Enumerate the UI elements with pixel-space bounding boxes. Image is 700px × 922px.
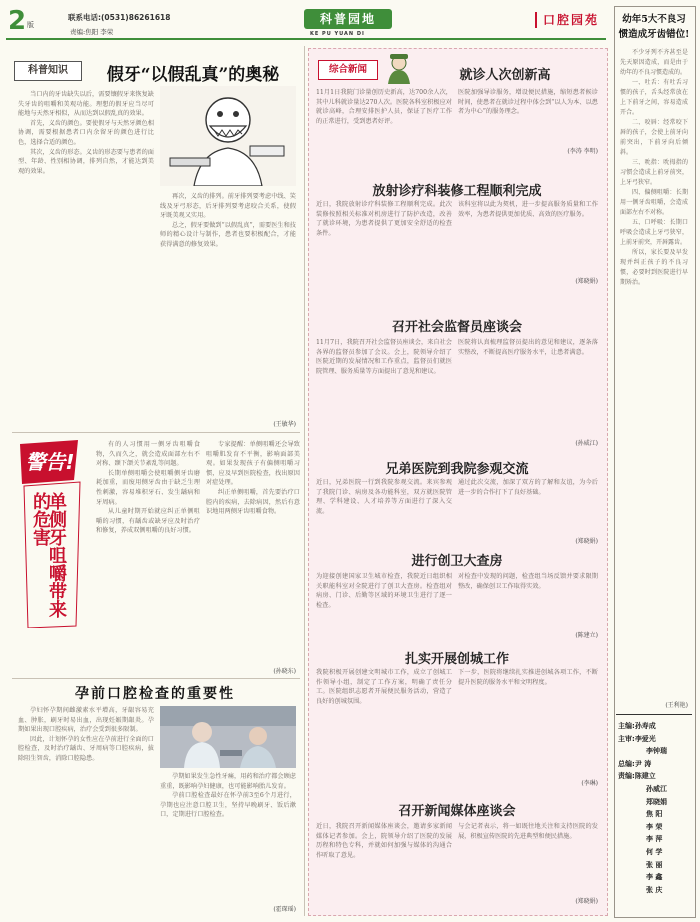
article-body-jiaya-1: 当口内的牙齿缺失以后，需要镶假牙来恢复缺失牙齿的咀嚼和美观功能。理想的假牙应当尽可能地与天然牙相似，从而达到以假乱真的效果。 首先，义齿的颜色。要使假牙与天然牙颜色相协调，需要根据患者口内余留牙的颜色进行比色，选择合适的颜色。 其次，义齿的形态。义齿的形态要与患者的面型、年龄、性别相协调，排列自然，才能达到美观的效果。 — [18, 91, 154, 175]
article-body-yunqian-2: 孕期如果发生急性牙痛，用药和治疗都会顾虑重重，既影响孕妇健康，也可能影响胎儿发育。 孕前口腔检查最好在怀孕前3至6个月进行，孕期也应注意口腔卫生，坚持早晚刷牙、饭后漱口，定期进行口腔检查。 — [160, 773, 296, 819]
credit-row: 李 萍 — [646, 835, 663, 844]
news-body-4a: 近日，兄弟医院一行到我院参观交流。来宾参观了我院门诊、病房及各功能科室，双方就医院管理、学科建设、人才培养等方面进行了深入交流。 — [316, 479, 452, 515]
divider-2 — [12, 678, 300, 679]
news-body-6b: 下一步，医院将继续扎实推进创城各项工作，不断提升医院的服务水平和文明程度。 — [458, 669, 598, 686]
news-body-2b: 该科室将以此为契机，进一步提高服务质量和工作效率，为患者提供更加优质、高效的医疗服务。 — [458, 201, 598, 218]
news-title-7: 召开新闻媒体座谈会 — [398, 804, 516, 819]
news-author-4: (郑晓娟) — [575, 538, 598, 545]
column-rule-left — [304, 46, 305, 916]
credit-row: 孙威江 — [646, 784, 667, 793]
page-suffix: 版 — [27, 21, 34, 29]
phone-text: 联系电话:(0531)86261618 — [68, 13, 171, 22]
author-danche: (孙晓东) — [273, 668, 296, 675]
dentist-cartoon — [160, 86, 296, 186]
section-title: 科普园地 — [319, 12, 376, 26]
credit-row: 李钟瑞 — [646, 747, 667, 756]
masthead-text: 口腔园苑 — [543, 13, 600, 27]
credit-row: 主审:李爱光 — [618, 734, 656, 743]
warning-text: 警告! — [25, 450, 75, 474]
label-zonghe: 综合新闻 — [318, 60, 378, 80]
news-author-6: (李琳) — [581, 780, 598, 787]
article-body-danche-1: 有的人习惯用一侧牙齿咀嚼食物，久而久之，就会造成面部左右不对称、颞下颌关节紊乱等问题。 长期单侧咀嚼会使咀嚼侧牙齿磨耗加重，而废用侧牙齿由于缺乏生理性刺激，容易堆积牙石、发生龋病和牙周病。 从儿童时期开始就应纠正单侧咀嚼的习惯，有龋齿或缺牙应及时治疗和修复，养成双侧咀嚼的良好习惯。 — [96, 441, 200, 535]
label-kepu: 科普知识 — [14, 61, 82, 81]
dentist-photo — [160, 706, 296, 768]
news-body-3a: 11月7日，我院召开社会监督员座谈会，来自社会各界的监督员参加了会议。会上，院领导介绍了医院近期的发展情况和工作重点，监督员们就医院管理、服务质量等方面提出了意见和建议。 — [316, 339, 452, 375]
credits-divider — [616, 714, 692, 715]
article-title-jiaya: 假牙“以假乱真”的奥秘 — [106, 65, 280, 85]
article-body-yunqian-1: 孕妇怀孕期间雌激素水平增高，牙龈容易充血、肿胀，刷牙时易出血，出现妊娠期龈炎。孕期如果出现口腔疾病，治疗会受到很多限制。 因此，计划怀孕的女性应在孕前进行全面的口腔检查，及时治疗龋齿、牙周病等口腔疾病，拔除阻生智齿，消除口腔隐患。 — [18, 707, 154, 762]
news-body-7a: 近日，我院召开新闻媒体座谈会，邀请多家新闻媒体记者参加。会上，院领导介绍了医院的发展历程和特色专科，并就如何加强与媒体的沟通合作听取了意见。 — [316, 823, 452, 859]
news-author-7: (郑晓娟) — [575, 898, 598, 905]
credit-row: 张 丽 — [646, 860, 663, 869]
credit-row: 总编:尹 涛 — [618, 759, 652, 768]
divider-1 — [12, 432, 300, 433]
news-body-5a: 为迎接创建国家卫生城市检查，我院近日组织相关职能科室对全院进行了创卫大查房。检查组对病房、门诊、后勤等区域的环境卫生进行了逐一检查。 — [316, 573, 452, 609]
news-title-3: 召开社会监督员座谈会 — [391, 320, 522, 335]
page-number: 2 — [8, 6, 27, 36]
author-yunqian: (霍琛瑶) — [273, 906, 296, 913]
credit-row: 何 学 — [646, 847, 663, 856]
section-pinyin: KE PU YUAN DI — [310, 31, 365, 37]
right-article-body: 不少牙列不齐甚至是先天原因造成，而是由于幼年的不良习惯造成的。 一、吐舌：有吐舌习惯的孩子，舌头经常放在上下前牙之间，容易造成开合。 二、咬唇：经常咬下唇的孩子，会使上前牙向前突出，下前牙向后倾斜。 三、吮指：吮拇指的习惯会造成上前牙前突，上牙弓狭窄。 四、偏侧咀嚼：长期用一侧牙齿咀嚼，会造成面部左右不对称。 五、口呼吸：长期口呼吸会造成上牙弓狭窄，上前牙前突，开唇露齿。 所以，家长要及早发现并纠正孩子的不良习惯，必要时到医院进行早期矫治。 — [620, 49, 688, 286]
news-body-2a: 近日，我院放射诊疗科装修工程顺利完成。此次装修按照相关标准对机房进行了防护改造，改善了就诊环境，为患者提供了更加安全舒适的检查条件。 — [316, 201, 452, 237]
news-title-5: 进行创卫大查房 — [411, 554, 503, 569]
page-header — [0, 0, 700, 40]
news-body-7b: 与会记者表示，将一如既往地关注和支持医院的发展，积极宣传医院的先进典型和便民措施。 — [458, 823, 598, 840]
credit-row: 责编:陈建立 — [618, 772, 656, 781]
right-article-title: 幼年5大不良习惯造成牙齿错位! — [618, 14, 690, 40]
news-body-1a: 11月1日我院门诊量创历史新高，达700余人次，其中儿科就诊量达270人次。医院各科室积极应对就诊高峰，合理安排医护人员，保证了医疗工作的正常进行，受到患者好评。 — [316, 89, 452, 125]
header-rule — [6, 38, 606, 40]
credit-row: 郑晓娟 — [646, 797, 667, 806]
news-title-2: 放射诊疗科装修工程顺利完成 — [372, 184, 542, 199]
news-body-3b: 医院将认真梳理监督员提出的意见和建议，逐条落实整改，不断提高医疗服务水平，让患者满意。 — [458, 339, 598, 356]
news-author-2: (郑晓娟) — [575, 278, 598, 285]
credit-row: 焦 阳 — [646, 810, 663, 819]
editor-text: 责编:焦阳 李荣 — [70, 28, 114, 36]
article-body-danche-2: 专家提醒：单侧咀嚼还会导致咀嚼肌发育不平衡，影响面部美观。如果发现孩子有偏侧咀嚼习惯，应及早到医院检查，找出原因对症处理。 纠正单侧咀嚼，首先要治疗口腔内的疾病，去除病因，然后有意识地用两侧牙齿咀嚼食物。 — [206, 441, 300, 516]
news-title-1: 就诊人次创新高 — [459, 68, 551, 83]
news-author-5: (陈建立) — [575, 632, 598, 639]
warning-banner — [18, 440, 88, 628]
masthead-box — [535, 12, 607, 28]
section-banner — [304, 9, 392, 29]
news-body-5b: 对检查中发现的问题，检查组当场反馈并要求限期整改，确保创卫工作取得实效。 — [458, 573, 598, 590]
news-author-3: (孙威江) — [575, 440, 598, 447]
right-author: (王利艳) — [665, 702, 688, 709]
news-body-6a: 我院积极开展创建文明城市工作，成立了创城工作领导小组，制定了工作方案，明确了责任分工。医院组织志愿者开展便民服务活动，营造了良好的创城氛围。 — [316, 669, 452, 705]
article-title-yunqian: 孕前口腔检查的重要性 — [75, 686, 235, 702]
article-body-jiaya-2: 再次，义齿的排列。前牙排列要考虑中线、笑线及牙弓形态，后牙排列要考虑咬合关系，使假牙既美观又实用。 总之，假牙要做到“以假乱真”，需要医生和技师的精心设计与制作，患者也要积极配合，才能获得满意的修复效果。 — [160, 193, 296, 248]
credit-row: 李 鑫 — [646, 873, 663, 882]
vertical-title: 单侧牙咀嚼带来的危害 — [30, 492, 67, 618]
soldier-icon — [382, 52, 416, 84]
news-body-4b: 通过此次交流，加深了双方的了解和友谊，为今后进一步的合作打下了良好基础。 — [458, 479, 598, 496]
credits-list — [618, 720, 690, 896]
news-author-1: (李涛 李明) — [567, 148, 598, 155]
credit-row: 张 庆 — [646, 885, 663, 894]
news-title-6: 扎实开展创城工作 — [404, 652, 509, 667]
news-title-4: 兄弟医院到我院参观交流 — [385, 462, 529, 477]
news-body-1b: 医院加强导诊服务，增设便民措施，缩短患者候诊时间，使患者在就诊过程中体会到“以人为本、以患者为中心”的服务理念。 — [458, 89, 598, 116]
credit-row: 主编:孙寿成 — [618, 722, 656, 730]
credit-row: 李 荣 — [646, 822, 663, 831]
author-jiaya: (王敏华) — [273, 421, 296, 428]
